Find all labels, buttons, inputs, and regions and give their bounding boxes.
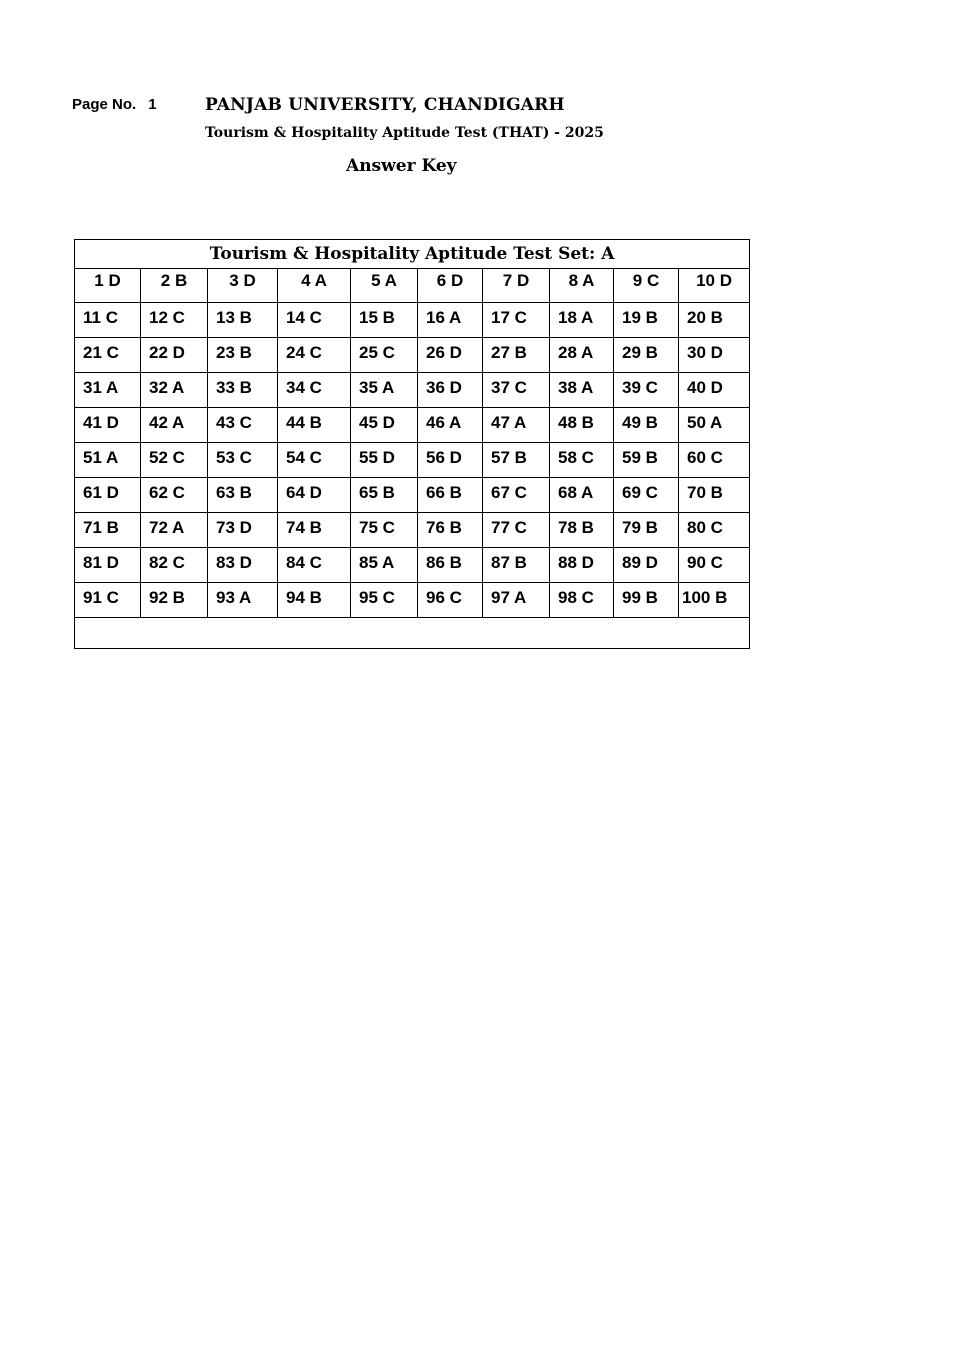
- answer-cell: 71 B: [75, 513, 141, 548]
- answer-cell: 33 B: [208, 373, 278, 408]
- answer-cell: 17 C: [483, 303, 550, 338]
- answer-cell: 16 A: [418, 303, 483, 338]
- page-label: Page No.: [72, 96, 137, 113]
- answer-cell: 63 B: [208, 478, 278, 513]
- answer-cell: 41 D: [75, 408, 141, 443]
- answer-cell: 30 D: [679, 338, 750, 373]
- answer-cell: 3 D: [208, 269, 278, 303]
- empty-row: [75, 618, 750, 649]
- page-number-label: [72, 96, 157, 113]
- answer-cell: 74 B: [278, 513, 351, 548]
- answer-cell: 57 B: [483, 443, 550, 478]
- answer-cell: 67 C: [483, 478, 550, 513]
- answer-cell: 13 B: [208, 303, 278, 338]
- answer-cell: 2 B: [141, 269, 208, 303]
- university-title: PANJAB UNIVERSITY, CHANDIGARH: [205, 95, 565, 115]
- answer-cell: 26 D: [418, 338, 483, 373]
- exam-subtitle: Tourism & Hospitality Aptitude Test (THAT) - 2025: [205, 125, 604, 141]
- answer-cell: 39 C: [614, 373, 679, 408]
- answer-cell: 27 B: [483, 338, 550, 373]
- answer-cell: 55 D: [351, 443, 418, 478]
- answer-cell: 54 C: [278, 443, 351, 478]
- answer-cell: 25 C: [351, 338, 418, 373]
- page-number: 1: [148, 96, 157, 113]
- answer-cell: 6 D: [418, 269, 483, 303]
- answer-cell: 5 A: [351, 269, 418, 303]
- table-row: [75, 338, 750, 373]
- table-row: [75, 408, 750, 443]
- set-title: Tourism & Hospitality Aptitude Test Set: A: [75, 240, 750, 269]
- answer-cell: 47 A: [483, 408, 550, 443]
- answer-cell: 43 C: [208, 408, 278, 443]
- answer-cell: 80 C: [679, 513, 750, 548]
- answer-cell: 76 B: [418, 513, 483, 548]
- answer-cell: 73 D: [208, 513, 278, 548]
- answer-cell: 59 B: [614, 443, 679, 478]
- answer-cell: 29 B: [614, 338, 679, 373]
- answer-cell: 93 A: [208, 583, 278, 618]
- answer-cell: 28 A: [550, 338, 614, 373]
- answer-key-table: [74, 239, 750, 649]
- answer-cell: 40 D: [679, 373, 750, 408]
- answer-cell: 100 B: [679, 583, 750, 618]
- answer-cell: 19 B: [614, 303, 679, 338]
- answer-cell: 23 B: [208, 338, 278, 373]
- answer-cell: 46 A: [418, 408, 483, 443]
- answer-cell: 87 B: [483, 548, 550, 583]
- answer-cell: 64 D: [278, 478, 351, 513]
- answer-cell: 20 B: [679, 303, 750, 338]
- answer-cell: 9 C: [614, 269, 679, 303]
- answer-cell: 69 C: [614, 478, 679, 513]
- answer-cell: 48 B: [550, 408, 614, 443]
- answer-cell: 65 B: [351, 478, 418, 513]
- answer-cell: 44 B: [278, 408, 351, 443]
- answer-cell: 38 A: [550, 373, 614, 408]
- answer-cell: 8 A: [550, 269, 614, 303]
- table-row: [75, 478, 750, 513]
- answer-cell: 66 B: [418, 478, 483, 513]
- answer-cell: 49 B: [614, 408, 679, 443]
- answer-key-body: [75, 240, 750, 649]
- answer-cell: 14 C: [278, 303, 351, 338]
- answer-cell: 95 C: [351, 583, 418, 618]
- answer-cell: 60 C: [679, 443, 750, 478]
- answer-cell: 61 D: [75, 478, 141, 513]
- answer-cell: 62 C: [141, 478, 208, 513]
- answer-cell: 96 C: [418, 583, 483, 618]
- answer-cell: 4 A: [278, 269, 351, 303]
- answer-cell: 79 B: [614, 513, 679, 548]
- empty-cell: [75, 618, 750, 649]
- answer-cell: 35 A: [351, 373, 418, 408]
- answer-cell: 89 D: [614, 548, 679, 583]
- answer-cell: 12 C: [141, 303, 208, 338]
- answer-cell: 99 B: [614, 583, 679, 618]
- answer-cell: 83 D: [208, 548, 278, 583]
- table-row: [75, 303, 750, 338]
- table-row: [75, 548, 750, 583]
- answer-cell: 42 A: [141, 408, 208, 443]
- answer-cell: 90 C: [679, 548, 750, 583]
- table-row: [75, 513, 750, 548]
- document-title: Answer Key: [346, 156, 457, 176]
- answer-cell: 21 C: [75, 338, 141, 373]
- answer-cell: 77 C: [483, 513, 550, 548]
- answer-cell: 91 C: [75, 583, 141, 618]
- answer-cell: 56 D: [418, 443, 483, 478]
- answer-cell: 34 C: [278, 373, 351, 408]
- answer-cell: 11 C: [75, 303, 141, 338]
- answer-cell: 84 C: [278, 548, 351, 583]
- table-row: [75, 269, 750, 303]
- answer-cell: 51 A: [75, 443, 141, 478]
- answer-cell: 32 A: [141, 373, 208, 408]
- answer-cell: 31 A: [75, 373, 141, 408]
- answer-cell: 72 A: [141, 513, 208, 548]
- answer-cell: 18 A: [550, 303, 614, 338]
- answer-cell: 98 C: [550, 583, 614, 618]
- answer-cell: 94 B: [278, 583, 351, 618]
- answer-cell: 81 D: [75, 548, 141, 583]
- answer-cell: 37 C: [483, 373, 550, 408]
- answer-cell: 15 B: [351, 303, 418, 338]
- answer-cell: 10 D: [679, 269, 750, 303]
- table-row: [75, 443, 750, 478]
- answer-cell: 24 C: [278, 338, 351, 373]
- answer-cell: 58 C: [550, 443, 614, 478]
- answer-cell: 86 B: [418, 548, 483, 583]
- answer-cell: 50 A: [679, 408, 750, 443]
- answer-cell: 82 C: [141, 548, 208, 583]
- table-row: [75, 583, 750, 618]
- answer-cell: 7 D: [483, 269, 550, 303]
- answer-cell: 97 A: [483, 583, 550, 618]
- answer-cell: 1 D: [75, 269, 141, 303]
- answer-cell: 88 D: [550, 548, 614, 583]
- answer-cell: 85 A: [351, 548, 418, 583]
- answer-cell: 92 B: [141, 583, 208, 618]
- answer-cell: 70 B: [679, 478, 750, 513]
- answer-cell: 36 D: [418, 373, 483, 408]
- table-row: [75, 373, 750, 408]
- answer-cell: 52 C: [141, 443, 208, 478]
- answer-cell: 78 B: [550, 513, 614, 548]
- answer-cell: 75 C: [351, 513, 418, 548]
- answer-cell: 22 D: [141, 338, 208, 373]
- answer-cell: 68 A: [550, 478, 614, 513]
- answer-cell: 45 D: [351, 408, 418, 443]
- answer-cell: 53 C: [208, 443, 278, 478]
